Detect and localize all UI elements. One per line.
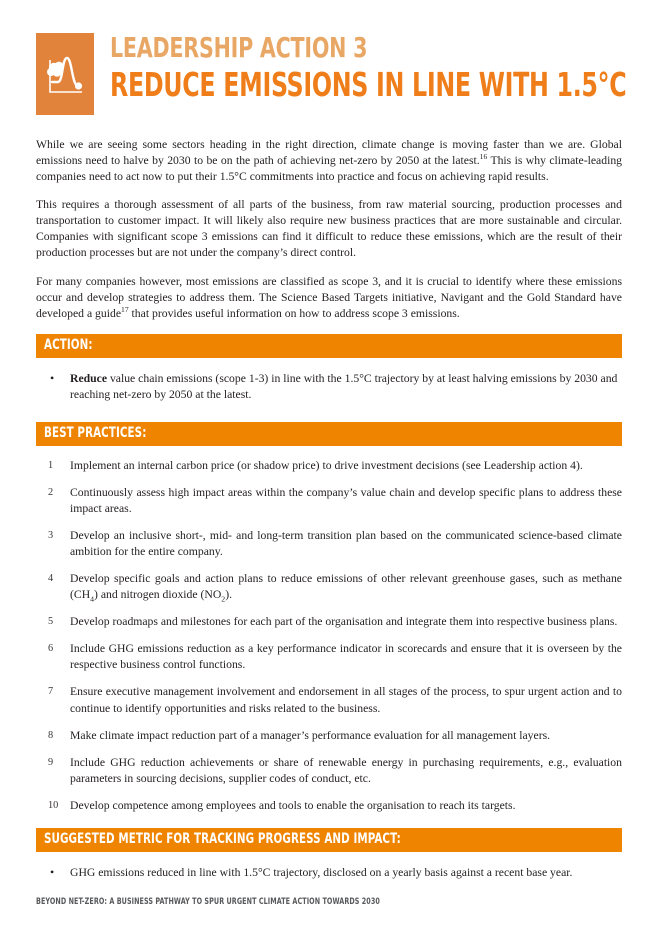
- list-item-text: Make climate impact reduction part of a manager’s performance evaluation for all management layers.: [70, 728, 551, 742]
- list-item-text: Include GHG reduction achievements or share of renewable energy in purchasing requirements, e.g., evaluation parameters in sourcing decisions, supplier codes of conduct, etc.: [70, 755, 622, 785]
- list-item-text: Continuously assess high impact areas within the company’s value chain and develop specific plans to address these impact areas.: [70, 485, 622, 515]
- list-number: 5: [48, 616, 54, 628]
- list-item-text: Develop an inclusive short-, mid- and long-term transition plan based on the communicated science-based climate ambition for the entire company.: [70, 528, 622, 558]
- table-row: [36, 458, 622, 474]
- page-footer: [36, 896, 441, 906]
- list-number: 4: [48, 573, 54, 585]
- list-number: 8: [48, 729, 54, 741]
- table-row: [36, 485, 622, 517]
- list-number: 10: [48, 799, 59, 811]
- intro-p1-text-a: While we are seeing some sectors heading in the right direction, climate change is moving faster than we are. Global emissions need to halve by 2030 to be on the path of achieving net-zero by 2050 at the latest.: [36, 138, 622, 167]
- intro-paragraph-1: [36, 137, 622, 185]
- footnote-ref-17: 17: [121, 304, 129, 314]
- footer-text: BEYOND NET-ZERO: A BUSINESS PATHWAY TO SPUR URGENT CLIMATE ACTION TOWARDS 2030: [36, 896, 380, 906]
- list-number: 2: [48, 486, 54, 498]
- header-titles: [94, 33, 658, 115]
- list-item-text: Develop roadmaps and milestones for each part of the organisation and integrate them into respective business plans.: [70, 615, 618, 629]
- section-bar-suggested-metric: [36, 828, 622, 852]
- list-item: [36, 371, 622, 403]
- table-row: [36, 755, 622, 787]
- list-item-text-c: ).: [225, 588, 233, 602]
- emissions-curve-tree-icon: [36, 33, 94, 115]
- list-number: 7: [48, 686, 54, 698]
- section-bar-action-label: ACTION:: [44, 337, 93, 354]
- intro-p3-text-a: For many companies however, most emissions are classified as scope 3, and it is crucial to identify where these emissions occur and develop strategies to address them. The Science Based Targets initiative, Navigant and the Gold Standard have developed a guide: [36, 274, 622, 320]
- intro-body: [36, 137, 622, 322]
- list-number: 9: [48, 756, 54, 768]
- action-bullet-text: value chain emissions (scope 1-3) in line with the 1.5°C trajectory by at least halving emissions by 2030 and reaching net-zero by 2050 at the latest.: [70, 372, 618, 402]
- action-bullet-lead: Reduce: [70, 372, 108, 386]
- intro-paragraph-2: This requires a thorough assessment of all parts of the business, from raw material sourcing, production processes and transportation to customer impact. It will likely also require new business practices that are more sustainable and circular. Companies with significant scope 3 emissions can find it difficult to reduce these emissions, which are the result of their production processes but are not under the company’s direct control.: [36, 198, 622, 260]
- list-item-text-a: Develop specific goals and action plans to reduce emissions of other relevant greenhouse gases, such as methane (CH: [70, 572, 622, 602]
- section-bar-best-practices-label: BEST PRACTICES:: [44, 424, 147, 441]
- section-bar-action: [36, 334, 622, 358]
- footnote-ref-16: 16: [479, 152, 488, 162]
- action-bullet-list: [36, 371, 622, 403]
- page-title: REDUCE EMISSIONS IN LINE WITH 1.5°C: [110, 64, 627, 104]
- page-header: [36, 0, 627, 115]
- list-item-text: Include GHG emissions reduction as a key performance indicator in scorecards and ensure that it is overseen by the respective business control functions.: [70, 642, 622, 672]
- list-item-text: Ensure executive management involvement and endorsement in all stages of the process, to spur urgent action and to continue to identify opportunities and risks related to the business.: [70, 685, 622, 715]
- list-item-text: Implement an internal carbon price (or shadow price) to drive investment decisions (see Leadership action 4).: [70, 458, 583, 472]
- table-row: [36, 528, 622, 560]
- section-bar-suggested-metric-label: SUGGESTED METRIC FOR TRACKING PROGRESS AND IMPACT:: [44, 830, 401, 847]
- section-bar-best-practices: [36, 422, 622, 446]
- subscript-ch4: 4: [90, 594, 95, 604]
- list-number: 1: [48, 459, 54, 471]
- list-item-text-b: ) and nitrogen dioxide (NO: [94, 588, 222, 602]
- table-row: [36, 684, 622, 716]
- intro-paragraph-3: [36, 274, 622, 322]
- intro-p3-text-b: that provides useful information on how to address scope 3 emissions.: [128, 306, 460, 320]
- list-number: 6: [48, 643, 54, 655]
- metric-bullet-text: GHG emissions reduced in line with 1.5°C trajectory, disclosed on a yearly basis against a recent base year.: [70, 866, 573, 880]
- metric-bullet-list: [36, 865, 622, 881]
- leadership-action-eyebrow: LEADERSHIP ACTION 3: [110, 31, 368, 64]
- table-row: [36, 614, 622, 630]
- table-row: [36, 571, 622, 603]
- table-row: [36, 641, 622, 673]
- subscript-no2: 2: [221, 594, 226, 604]
- table-row: [36, 728, 622, 744]
- table-row: [36, 798, 622, 814]
- best-practices-list: [36, 458, 622, 814]
- list-number: 3: [48, 529, 54, 541]
- list-item-text: Develop competence among employees and tools to enable the organisation to reach its targets.: [70, 798, 516, 812]
- list-item: [36, 865, 622, 881]
- intro-p1-text-b: This is why climate-leading companies need to act now to put their 1.5°C commitments into practice and focus on achieving rapid results.: [36, 153, 623, 183]
